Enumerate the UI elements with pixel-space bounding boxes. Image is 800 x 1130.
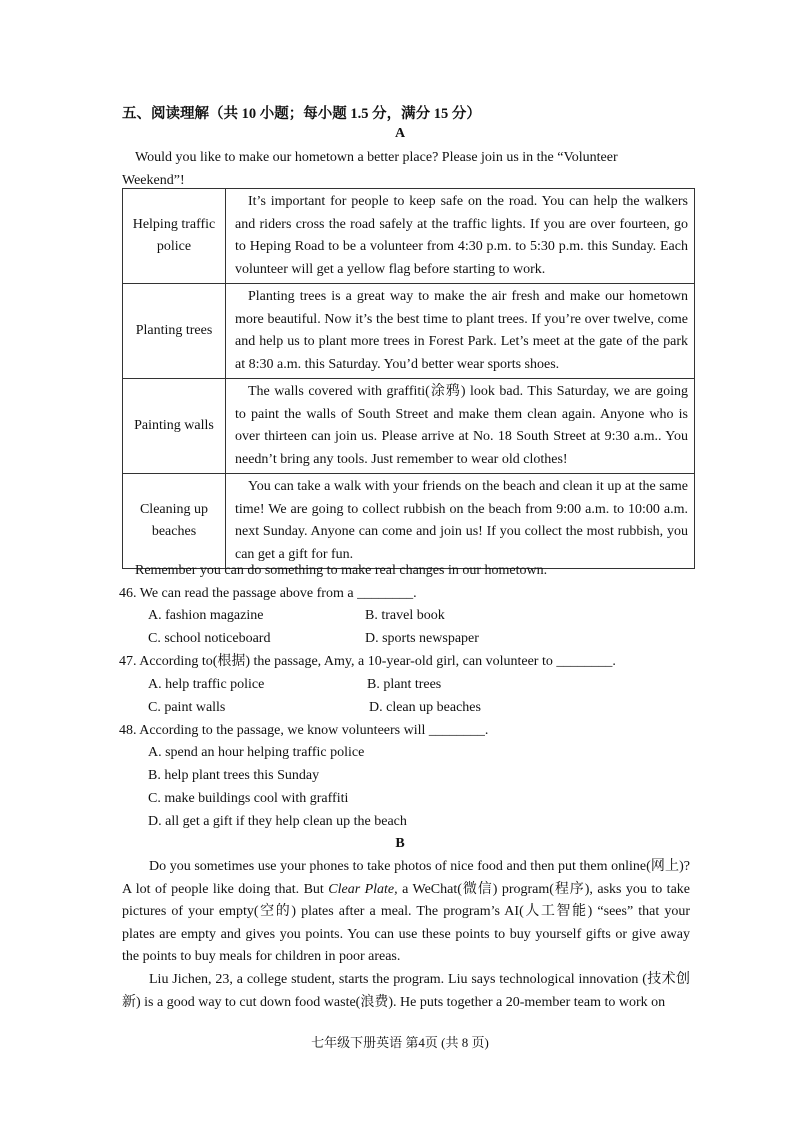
passage-a-closing: Remember you can do something to make real changes in our hometown. — [135, 563, 548, 578]
intro-line-2: Weekend”! — [122, 172, 185, 188]
program-name: Clear Plate, — [328, 881, 398, 897]
question-47-option-d: D. clean up beaches — [369, 700, 481, 715]
page-footer: 七年级下册英语 第4页 (共 8 页) — [311, 1035, 489, 1050]
question-48-stem: 48. According to the passage, we know volunteers will ________. — [119, 723, 489, 738]
passage-b-paragraph-2: Liu Jichen, 23, a college student, starts the program. Liu says technological innovation (技术创新) is a good way to cut down food waste(浪费). He puts together a 20-member team to work on — [122, 972, 690, 1010]
section-title: 五、阅读理解（共 10 小题；每小题 1.5 分，满分 15 分） — [122, 106, 481, 122]
passage-b-paragraph-1: Do you sometimes use your phones to take photos of nice food and then put them online(网上)? A lot of people like doing that. But Clear Plate, a WeChat(微信) program(程序), asks you to take pictures of your empty(空的) plates after a meal. The program’s AI(人工智能) “sees” that your plates are empty and gives you points. You can use these points to buy yourself gifts or give away the points to buy meals for children in poor areas. — [122, 859, 691, 964]
table-row — [123, 284, 695, 379]
question-46-option-a: A. fashion magazine — [148, 608, 264, 623]
question-46-stem: 46. We can read the passage above from a ________. — [119, 586, 417, 601]
question-48-option-b: B. help plant trees this Sunday — [148, 768, 320, 783]
question-47-option-a: A. help traffic police — [148, 677, 265, 692]
table-row — [123, 379, 695, 474]
row-description: It’s important for people to keep safe on the road. You can help the walkers and riders cross the road safely at the traffic lights. If you are over fourteen, go to Heping Road to be a volunteer from 4:30 p.m. to 5:30 p.m. this Sunday. Each volunteer will get a yellow flag before starting to work. — [226, 189, 695, 284]
passage-a-letter: A — [394, 126, 406, 141]
question-47-stem: 47. According to(根据) the passage, Amy, a 10-year-old girl, can volunteer to ________. — [119, 654, 616, 669]
question-48-option-d: D. all get a gift if they help clean up the beach — [148, 814, 407, 829]
row-description: Planting trees is a great way to make the air fresh and make our hometown more beautiful. Now it’s the best time to plant trees. If you’re over twelve, come and help us to plant more trees in Forest Park. Let’s meet at the gate of the park at 8:30 a.m. this Saturday. You’d better wear sports shoes. — [226, 284, 695, 379]
row-label: Planting trees — [123, 284, 226, 379]
question-47-option-b: B. plant trees — [367, 677, 442, 692]
row-description: The walls covered with graffiti(涂鸦) look bad. This Saturday, we are going to paint the walls of South Street and make them clean again. Anyone who is over thirteen can join us. Please arrive at No. 18 South Street at 9:30 a.m.. You needn’t bring any tools. Just remember to wear old clothes! — [226, 379, 695, 474]
question-46-option-b: B. travel book — [365, 608, 445, 623]
row-label: Cleaning up beaches — [123, 474, 226, 569]
row-description: You can take a walk with your friends on the beach and clean it up at the same time! We are going to collect rubbish on the beach from 9:00 a.m. to 10:00 a.m. next Sunday. Anyone can come and join us! If you collect the most rubbish, you can get a gift for fun. — [226, 474, 695, 569]
question-46-option-d: D. sports newspaper — [365, 631, 479, 646]
question-48-option-c: C. make buildings cool with graffiti — [148, 791, 349, 806]
intro-line-1: Would you like to make our hometown a better place? Please join us in the “Volunteer — [135, 150, 618, 165]
question-47-option-c: C. paint walls — [148, 700, 226, 715]
table-row — [123, 189, 695, 284]
question-48-option-a: A. spend an hour helping traffic police — [148, 745, 365, 760]
question-46-option-c: C. school noticeboard — [148, 631, 271, 646]
table-row — [123, 474, 695, 569]
row-label: Helping traffic police — [123, 189, 226, 284]
row-label: Painting walls — [123, 379, 226, 474]
passage-b-letter: B — [395, 836, 405, 851]
passage-a-intro — [122, 147, 697, 192]
volunteer-table — [122, 188, 695, 569]
